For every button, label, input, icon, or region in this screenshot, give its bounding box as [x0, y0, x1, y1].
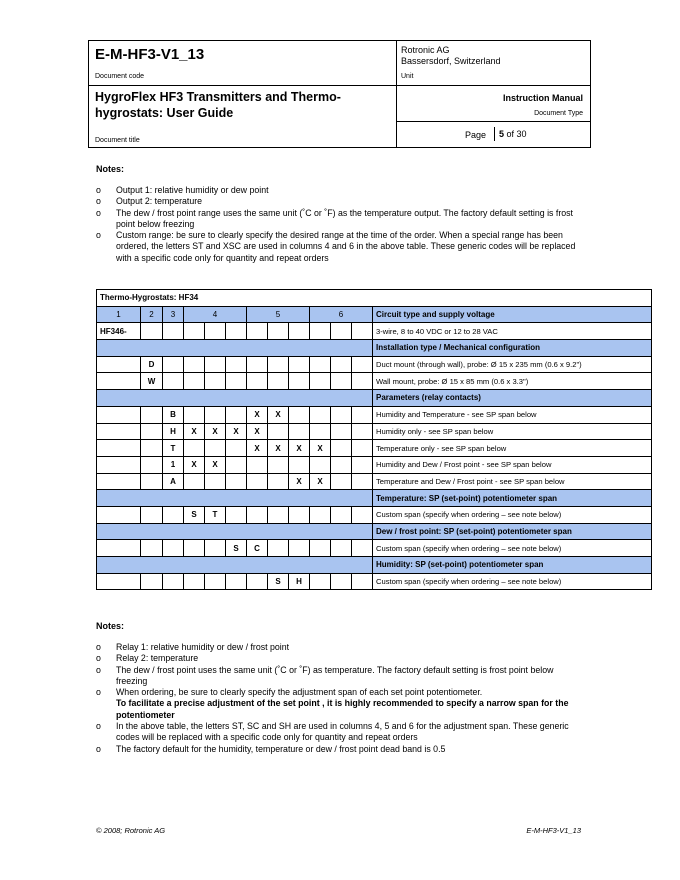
note-item [96, 744, 586, 755]
code-cell [226, 373, 247, 390]
note-item [96, 642, 586, 653]
table-row [97, 440, 652, 457]
code-cell [141, 456, 163, 473]
code-cell [352, 506, 373, 523]
code-cell [247, 356, 268, 373]
description-cell: Temperature and Dew / Frost point - see SP span below [373, 473, 652, 490]
footer-doc-code: E-M-HF3-V1_13 [526, 826, 581, 835]
document-code: E-M-HF3-V1_13 [95, 46, 205, 63]
column-number: 1 [97, 306, 141, 323]
code-cell [141, 423, 163, 440]
table-row [97, 540, 652, 557]
table-row [97, 323, 652, 340]
code-cell [310, 356, 331, 373]
section-title: Dew / frost point: SP (set-point) potentiometer span [373, 523, 652, 540]
code-cell: X [247, 406, 268, 423]
code-cell [226, 473, 247, 490]
note-text: The factory default for the humidity, temperature or dew / frost point dead band is 0.5 [116, 743, 446, 754]
section-title: Temperature: SP (set-point) potentiometer span [373, 490, 652, 507]
code-cell [310, 373, 331, 390]
code-cell [268, 456, 289, 473]
code-cell [141, 406, 163, 423]
code-cell: H [163, 423, 184, 440]
section-title: Installation type / Mechanical configuration [373, 340, 652, 357]
code-cell [247, 373, 268, 390]
code-cell [247, 573, 268, 590]
section-title: Humidity: SP (set-point) potentiometer span [373, 557, 652, 574]
code-cell: X [289, 440, 310, 457]
table-row [97, 506, 652, 523]
code-cell [331, 373, 352, 390]
description-cell: Custom span (specify when ordering – see note below) [373, 573, 652, 590]
code-cell [141, 440, 163, 457]
code-cell [141, 540, 163, 557]
column-number: 2 [141, 306, 163, 323]
code-cell [163, 573, 184, 590]
code-cell: 1 [163, 456, 184, 473]
code-cell [289, 423, 310, 440]
notes-heading: Notes: [96, 164, 125, 174]
code-cell [163, 540, 184, 557]
code-cell [226, 406, 247, 423]
code-cell [205, 440, 226, 457]
code-cell: S [268, 573, 289, 590]
section-spacer [97, 557, 373, 574]
code-cell: S [184, 506, 205, 523]
table-row [97, 573, 652, 590]
code-cell [268, 473, 289, 490]
code-cell [184, 473, 205, 490]
table-row [97, 356, 652, 373]
code-cell [268, 506, 289, 523]
notes-list-outputs [96, 185, 586, 264]
code-cell [331, 540, 352, 557]
description-cell: Wall mount, probe: Ø 15 x 85 mm (0.6 x 3.3") [373, 373, 652, 390]
table-row [97, 406, 652, 423]
code-cell [184, 440, 205, 457]
code-cell [205, 540, 226, 557]
code-cell: H [289, 573, 310, 590]
code-cell [205, 356, 226, 373]
section-spacer [97, 523, 373, 540]
notes-heading-2: Notes: [96, 621, 125, 631]
code-cell [247, 506, 268, 523]
code-cell [310, 456, 331, 473]
code-cell [352, 456, 373, 473]
code-cell [352, 540, 373, 557]
code-prefix-cell [97, 356, 141, 373]
notes-list-relays [96, 642, 586, 755]
code-cell [205, 573, 226, 590]
column-number: 6 [310, 306, 373, 323]
bullet-icon: o [96, 664, 101, 675]
code-cell [247, 323, 268, 340]
table-row [97, 373, 652, 390]
code-cell [310, 323, 331, 340]
note-text: Relay 2: temperature [116, 653, 199, 664]
code-cell: X [268, 440, 289, 457]
section-spacer [97, 340, 373, 357]
description-cell: 3-wire, 8 to 40 VDC or 12 to 28 VAC [373, 323, 652, 340]
note-item [96, 653, 586, 664]
code-cell [352, 373, 373, 390]
page-current: 5 [499, 129, 505, 139]
code-cell: B [163, 406, 184, 423]
note-item [96, 196, 586, 207]
section-title: Parameters (relay contacts) [373, 390, 652, 407]
column-number: 5 [247, 306, 310, 323]
bullet-icon: o [96, 196, 101, 207]
circuit-header: Circuit type and supply voltage [373, 306, 652, 323]
description-cell: Humidity and Dew / Frost point - see SP span below [373, 456, 652, 473]
code-cell [352, 323, 373, 340]
code-cell [289, 406, 310, 423]
code-cell [268, 423, 289, 440]
description-cell: Custom span (specify when ordering – see note below) [373, 540, 652, 557]
code-cell: X [289, 473, 310, 490]
code-cell [352, 423, 373, 440]
code-cell: C [247, 540, 268, 557]
code-cell [289, 323, 310, 340]
description-cell: Humidity only - see SP span below [373, 423, 652, 440]
page-label: Page [465, 130, 487, 140]
description-cell: Duct mount (through wall), probe: Ø 15 x 235 mm (0.6 x 9.2") [373, 356, 652, 373]
bullet-icon: o [96, 653, 101, 664]
bullet-icon: o [96, 642, 101, 652]
bullet-icon: o [96, 230, 101, 241]
code-cell [205, 473, 226, 490]
code-cell [331, 573, 352, 590]
code-cell [141, 506, 163, 523]
code-cell [205, 323, 226, 340]
code-cell [226, 506, 247, 523]
code-cell [289, 456, 310, 473]
table-row [97, 423, 652, 440]
code-cell [310, 506, 331, 523]
code-prefix-cell [97, 406, 141, 423]
code-cell [352, 473, 373, 490]
code-cell [352, 573, 373, 590]
company-info [401, 45, 501, 67]
code-cell: D [141, 356, 163, 373]
code-cell [141, 573, 163, 590]
code-cell: T [205, 506, 226, 523]
code-cell [205, 406, 226, 423]
code-cell [331, 323, 352, 340]
note-text: When ordering, be sure to clearly specify the adjustment span of each set point potentiometer. [116, 687, 483, 698]
code-cell [184, 373, 205, 390]
section-row [97, 490, 652, 507]
code-cell: X [226, 423, 247, 440]
code-cell: X [268, 406, 289, 423]
code-cell: A [163, 473, 184, 490]
code-cell [226, 456, 247, 473]
code-cell [310, 423, 331, 440]
note-text: Output 2: temperature [116, 196, 203, 207]
code-cell [289, 373, 310, 390]
company-name: Rotronic AG [401, 45, 450, 55]
section-row [97, 390, 652, 407]
document-code-label: Document code [95, 73, 145, 80]
code-prefix-cell [97, 473, 141, 490]
code-prefix-cell [97, 456, 141, 473]
note-item [96, 185, 586, 196]
description-cell: Custom span (specify when ordering – see note below) [373, 506, 652, 523]
code-cell [141, 323, 163, 340]
company-location: Bassersdorf, Switzerland [401, 56, 501, 66]
code-cell [268, 373, 289, 390]
section-spacer [97, 390, 373, 407]
section-row [97, 523, 652, 540]
unit-label: Unit [401, 73, 414, 80]
code-cell [331, 423, 352, 440]
bullet-icon: o [96, 743, 101, 754]
code-cell [331, 406, 352, 423]
table-title-row [97, 290, 652, 307]
note-text: Relay 1: relative humidity or dew / frost point [116, 642, 290, 652]
code-cell [163, 323, 184, 340]
bullet-icon: o [96, 721, 101, 732]
code-cell [331, 356, 352, 373]
code-cell: X [247, 423, 268, 440]
section-spacer [97, 490, 373, 507]
bullet-icon: o [96, 207, 101, 218]
table-title: Thermo-Hygrostats: HF34 [97, 290, 652, 307]
code-cell [247, 473, 268, 490]
code-prefix-cell [97, 540, 141, 557]
code-cell: T [163, 440, 184, 457]
note-item [96, 208, 586, 231]
column-number: 3 [163, 306, 184, 323]
code-cell [163, 373, 184, 390]
bullet-icon: o [96, 185, 101, 195]
code-prefix-cell: HF346- [97, 323, 141, 340]
code-cell: X [310, 440, 331, 457]
document-title: HygroFlex HF3 Transmitters and Thermo-hygrostats: User Guide [95, 90, 341, 120]
code-cell [184, 540, 205, 557]
code-cell [247, 456, 268, 473]
column-number: 4 [184, 306, 247, 323]
section-row [97, 557, 652, 574]
code-cell [268, 540, 289, 557]
code-cell [268, 323, 289, 340]
hf34-order-code-table [96, 289, 652, 590]
code-cell [289, 356, 310, 373]
code-prefix-cell [97, 373, 141, 390]
code-cell [184, 323, 205, 340]
column-number-row [97, 306, 652, 323]
section-row [97, 340, 652, 357]
code-cell: X [310, 473, 331, 490]
note-text: Output 1: relative humidity or dew point [116, 185, 269, 195]
code-cell [352, 406, 373, 423]
code-cell: X [205, 423, 226, 440]
table-row [97, 456, 652, 473]
page-total: of 30 [506, 129, 527, 139]
note-item [96, 665, 586, 688]
code-cell: X [247, 440, 268, 457]
code-prefix-cell [97, 573, 141, 590]
code-cell [310, 540, 331, 557]
note-text: In the above table, the letters ST, SC and SH are used in columns 4, 5 and 6 for the adjustment span. These generic codes will be replaced with a specific code only for quantity and repeat orders [116, 721, 569, 743]
code-cell [184, 573, 205, 590]
code-cell [331, 440, 352, 457]
code-prefix-cell [97, 506, 141, 523]
code-cell [352, 440, 373, 457]
code-cell [268, 356, 289, 373]
description-cell: Temperature only - see SP span below [373, 440, 652, 457]
code-cell [331, 506, 352, 523]
code-cell [184, 406, 205, 423]
code-cell [331, 456, 352, 473]
code-cell [226, 573, 247, 590]
note-item [96, 230, 586, 264]
code-cell: S [226, 540, 247, 557]
code-cell [226, 323, 247, 340]
document-title-label: Document title [95, 137, 140, 144]
code-cell [226, 356, 247, 373]
document-type-label: Document Type [534, 110, 583, 117]
note-text: Custom range: be sure to clearly specify the desired range at the time of the order. When a special range has been ordered, the letters ST and XSC are used in columns 4 and 6 in the above table. These generic codes will be replaced with a specific code only for quantity and repeat orders [116, 230, 576, 263]
code-prefix-cell [97, 440, 141, 457]
document-header [88, 40, 591, 148]
code-cell: X [184, 456, 205, 473]
bullet-icon: o [96, 687, 101, 698]
code-cell: W [141, 373, 163, 390]
code-cell [331, 473, 352, 490]
note-text: The dew / frost point range uses the same unit (˚C or ˚F) as the temperature output. The factory default setting is frost point below freezing [116, 207, 574, 229]
code-cell [163, 506, 184, 523]
document-type: Instruction Manual [502, 93, 583, 103]
page-number [494, 127, 528, 141]
code-cell [289, 506, 310, 523]
code-cell [310, 573, 331, 590]
description-cell: Humidity and Temperature - see SP span below [373, 406, 652, 423]
code-cell [141, 473, 163, 490]
code-prefix-cell [97, 423, 141, 440]
code-cell: X [205, 456, 226, 473]
table-row [97, 473, 652, 490]
code-cell [310, 406, 331, 423]
code-cell [205, 373, 226, 390]
footer-copyright: © 2008; Rotronic AG [96, 826, 166, 835]
code-cell [352, 356, 373, 373]
code-cell [226, 440, 247, 457]
code-cell [184, 356, 205, 373]
code-cell: X [184, 423, 205, 440]
note-emphasis: To facilitate a precise adjustment of the set point , it is highly recommended to specify a narrow span for the potentiometer [116, 698, 569, 720]
code-cell [289, 540, 310, 557]
note-text: The dew / frost point uses the same unit (˚C or ˚F) as temperature. The factory default setting is frost point below freezing [116, 664, 554, 686]
code-cell [163, 356, 184, 373]
note-item [96, 687, 586, 721]
note-item [96, 721, 586, 744]
